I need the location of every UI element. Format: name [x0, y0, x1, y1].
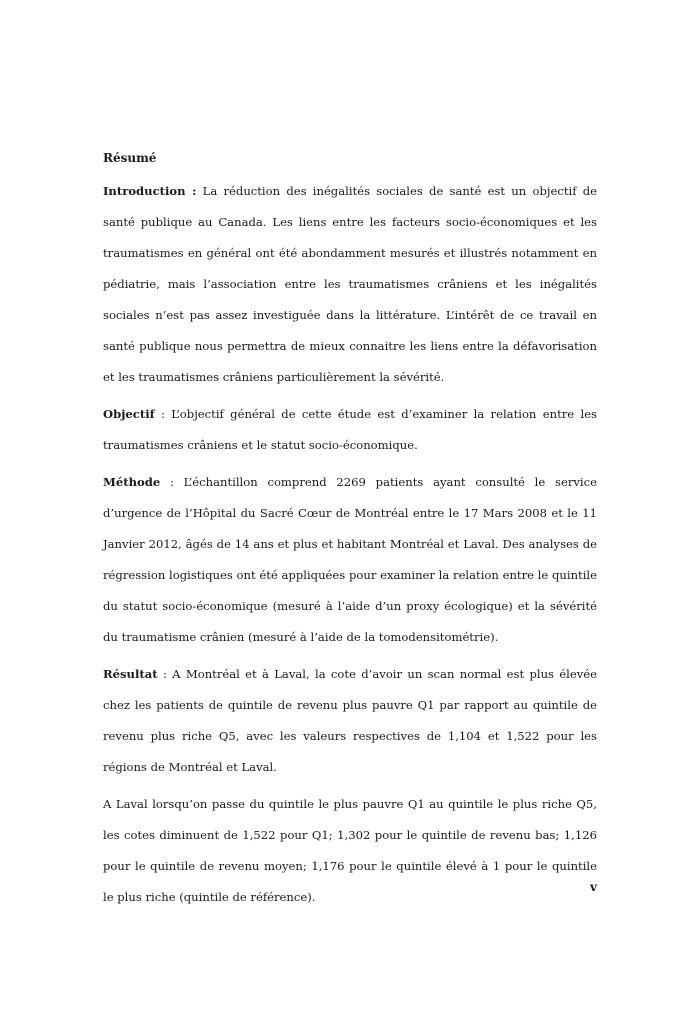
document-page	[103, 150, 597, 919]
resultat-label: Résultat	[103, 667, 158, 681]
laval-results-paragraph: A Laval lorsqu’on passe du quintile le plus pauvre Q1 au quintile le plus riche Q5, les cotes diminuent de 1,522 pour Q1; 1,302 pour le quintile de revenu bas; 1,126 pour le quintile de revenu moyen; 1,176 pour le quintile élevé à 1 pour le quintile le plus riche (quintile de référence).	[103, 797, 597, 904]
resultat-paragraph	[103, 659, 597, 783]
objectif-paragraph	[103, 399, 597, 461]
objectif-label: Objectif	[103, 407, 155, 421]
page-number: v	[590, 880, 597, 894]
introduction-label: Introduction :	[103, 184, 197, 198]
methode-paragraph	[103, 467, 597, 653]
methode-label: Méthode	[103, 475, 161, 489]
introduction-text: La réduction des inégalités sociales de santé est un objectif de santé publique au Canada. Les liens entre les facteurs socio-économiques et les traumatismes en général ont été abondamment mesurés et illustrés notamment en pédiatrie, mais l’association entre les traumatismes crâniens et les inégalités sociales n’est pas assez investiguée dans la littérature. L’intérêt de ce travail en santé publique nous permettra de mieux connaitre les liens entre la défavorisation et les traumatismes crâniens particulièrement la sévérité.	[103, 184, 597, 384]
page-title: Résumé	[103, 151, 157, 165]
objectif-text: : L’objectif général de cette étude est d’examiner la relation entre les traumatismes crâniens et le statut socio-économique.	[103, 407, 597, 452]
resultat-text: : A Montréal et à Laval, la cote d’avoir un scan normal est plus élevée chez les patients de quintile de revenu plus pauvre Q1 par rapport au quintile de revenu plus riche Q5, avec les valeurs respectives de 1,104 et 1,522 pour les régions de Montréal et Laval.	[103, 667, 598, 774]
methode-text: : L’échantillon comprend 2269 patients ayant consulté le service d’urgence de l’Hôpital du Sacré Cœur de Montréal entre le 17 Mars 2008 et le 11 Janvier 2012, âgés de 14 ans et plus et habitant Montréal et Laval. Des analyses de régression logistiques ont été appliquées pour examiner la relation entre le quintile du statut socio-économique (mesuré à l’aide d’un proxy écologique) et la sévérité du traumatisme crânien (mesuré à l’aide de la tomodensitométrie).	[103, 475, 597, 644]
introduction-paragraph	[103, 176, 597, 393]
